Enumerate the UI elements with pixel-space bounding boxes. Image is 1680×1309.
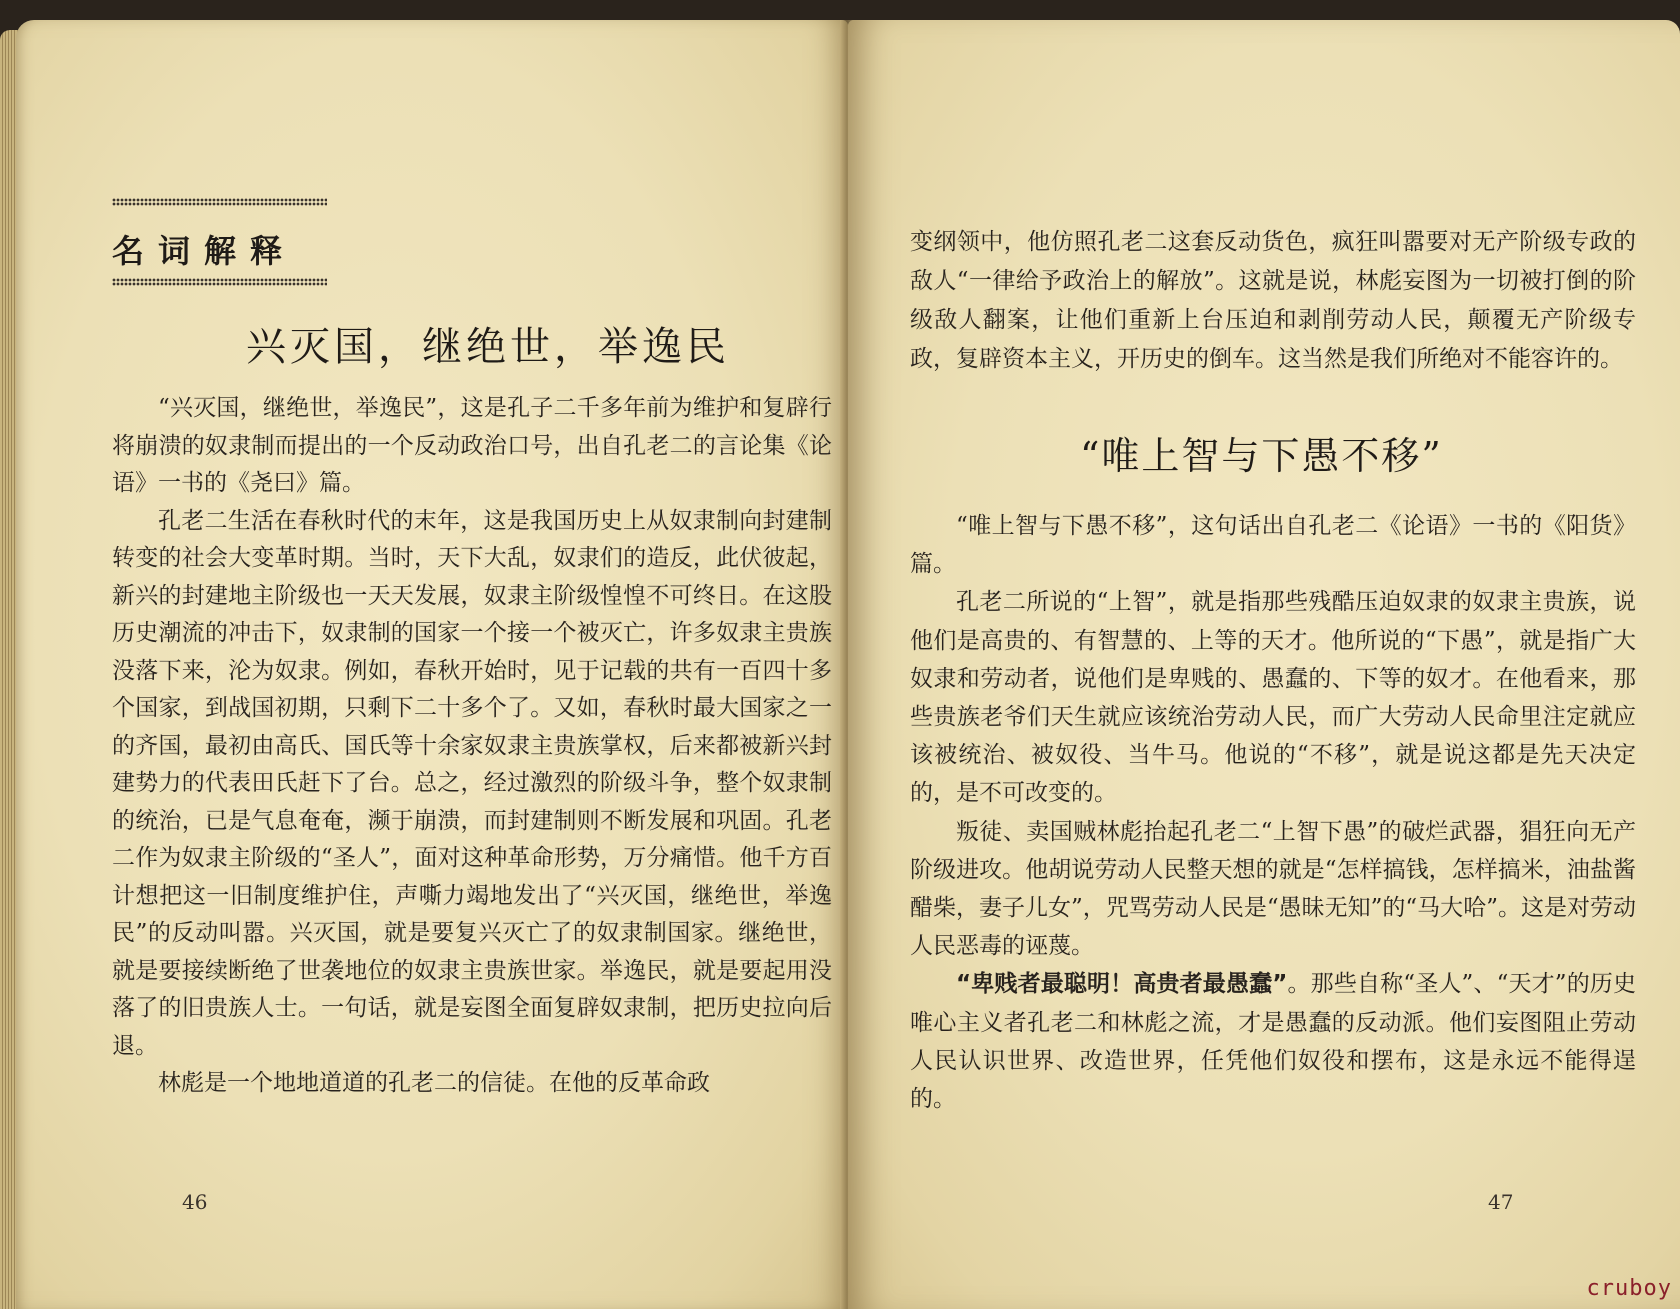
left-page [16, 20, 848, 1309]
section-title: “唯上智与下愚不移” [1080, 434, 1443, 478]
right-paragraph-1: “唯上智与下愚不移”，这句话出自孔老二《论语》一书的《阳货》篇。 [910, 513, 1636, 578]
right-page-number: 47 [1488, 1190, 1514, 1214]
term-heading-box [112, 198, 327, 296]
left-body-text [112, 390, 832, 1103]
term-heading: 名词解释 [112, 232, 297, 270]
right-continued-text [910, 200, 1636, 402]
right-paragraph-3: 叛徒、卖国贼林彪抬起孔老二“上智下愚”的破烂武器，猖狂向无产阶级进攻。他胡说劳动人民整天想的就是“怎样搞钱，怎样搞米，油盐酱醋柴，妻子儿女”，咒骂劳动人民是“愚昧无知”的“马大哈”。这是对劳动人民恶毒的诬蔑。 [910, 818, 1636, 960]
left-page-number: 46 [182, 1190, 208, 1214]
left-paragraph-1: “兴灭国，继绝世，举逸民”，这是孔子二千多年前为维护和复辟行将崩溃的奴隶制而提出的一个反动政治口号，出自孔老二的言论集《论语》一书的《尧曰》篇。 [112, 395, 832, 496]
bold-quote: “卑贱者最聪明！高贵者最愚蠢” [956, 971, 1288, 998]
right-continued-paragraph: 变纲领中，他仿照孔老二这套反动货色，疯狂叫嚣要对无产阶级专政的敌人“一律给予政治上的解放”。这就是说，林彪妄图为一切被打倒的阶级敌人翻案，让他们重新上台压迫和剥削劳动人民，颠覆无产阶级专政，复辟资本主义，开历史的倒车。这当然是我们所绝对不能容许的。 [910, 229, 1636, 372]
right-paragraph-2: 孔老二所说的“上智”，就是指那些残酷压迫奴隶的奴隶主贵族，说他们是高贵的、有智慧的、上等的天才。他所说的“下愚”，就是指广大奴隶和劳动者，说他们是卑贱的、愚蠢的、下等的奴才。在他看来，那些贵族老爷们天生就应该统治劳动人民，而广大劳动人民命里注定就应该被统治、被奴役、当牛马。他说的“不移”，就是说这都是先天决定的，是不可改变的。 [910, 589, 1636, 807]
watermark-signature: cruboy [1586, 1276, 1672, 1301]
article-title: 兴灭国，继绝世，举逸民 [246, 324, 730, 370]
right-paragraph-4-rest: 。那些自称“圣人”、“天才”的历史唯心主义者孔老二和林彪之流，才是愚蠢的反动派。他们妄图阻止劳动人民认识世界、改造世界，任凭他们奴役和摆布，这是永远不能得逞的。 [910, 971, 1636, 1113]
right-body-text [910, 507, 1636, 1118]
right-page [848, 20, 1680, 1309]
dotted-rule-top [112, 198, 327, 206]
left-paragraph-2: 孔老二生活在春秋时代的末年，这是我国历史上从奴隶制向封建制转变的社会大变革时期。当时，天下大乱，奴隶们的造反，此伏彼起，新兴的封建地主阶级也一天天发展，奴隶主阶级惶惶不可终日。在这股历史潮流的冲击下，奴隶制的国家一个接一个被灭亡，许多奴隶主贵族没落下来，沦为奴隶。例如，春秋开始时，见于记载的共有一百四十多个国家，到战国初期，只剩下二十多个了。又如，春秋时最大国家之一的齐国，最初由高氏、国氏等十余家奴隶主贵族掌权，后来都被新兴封建势力的代表田氏赶下了台。总之，经过激烈的阶级斗争，整个奴隶制的统治，已是气息奄奄，濒于崩溃，而封建制则不断发展和巩固。孔老二作为奴隶主阶级的“圣人”，面对这种革命形势，万分痛惜。他千方百计想把这一旧制度维护住，声嘶力竭地发出了“兴灭国，继绝世，举逸民”的反动叫嚣。兴灭国，就是要复兴灭亡了的奴隶制国家。继绝世，就是要接续断绝了世袭地位的奴隶主贵族世家。举逸民，就是要起用没落了的旧贵族人士。一句话，就是妄图全面复辟奴隶制，把历史拉向后退。 [112, 507, 832, 1059]
dotted-rule-bottom [112, 278, 327, 286]
left-paragraph-3: 林彪是一个地地道道的孔老二的信徒。在他的反革命政 [158, 1070, 710, 1096]
right-paragraph-4 [910, 965, 1636, 1118]
